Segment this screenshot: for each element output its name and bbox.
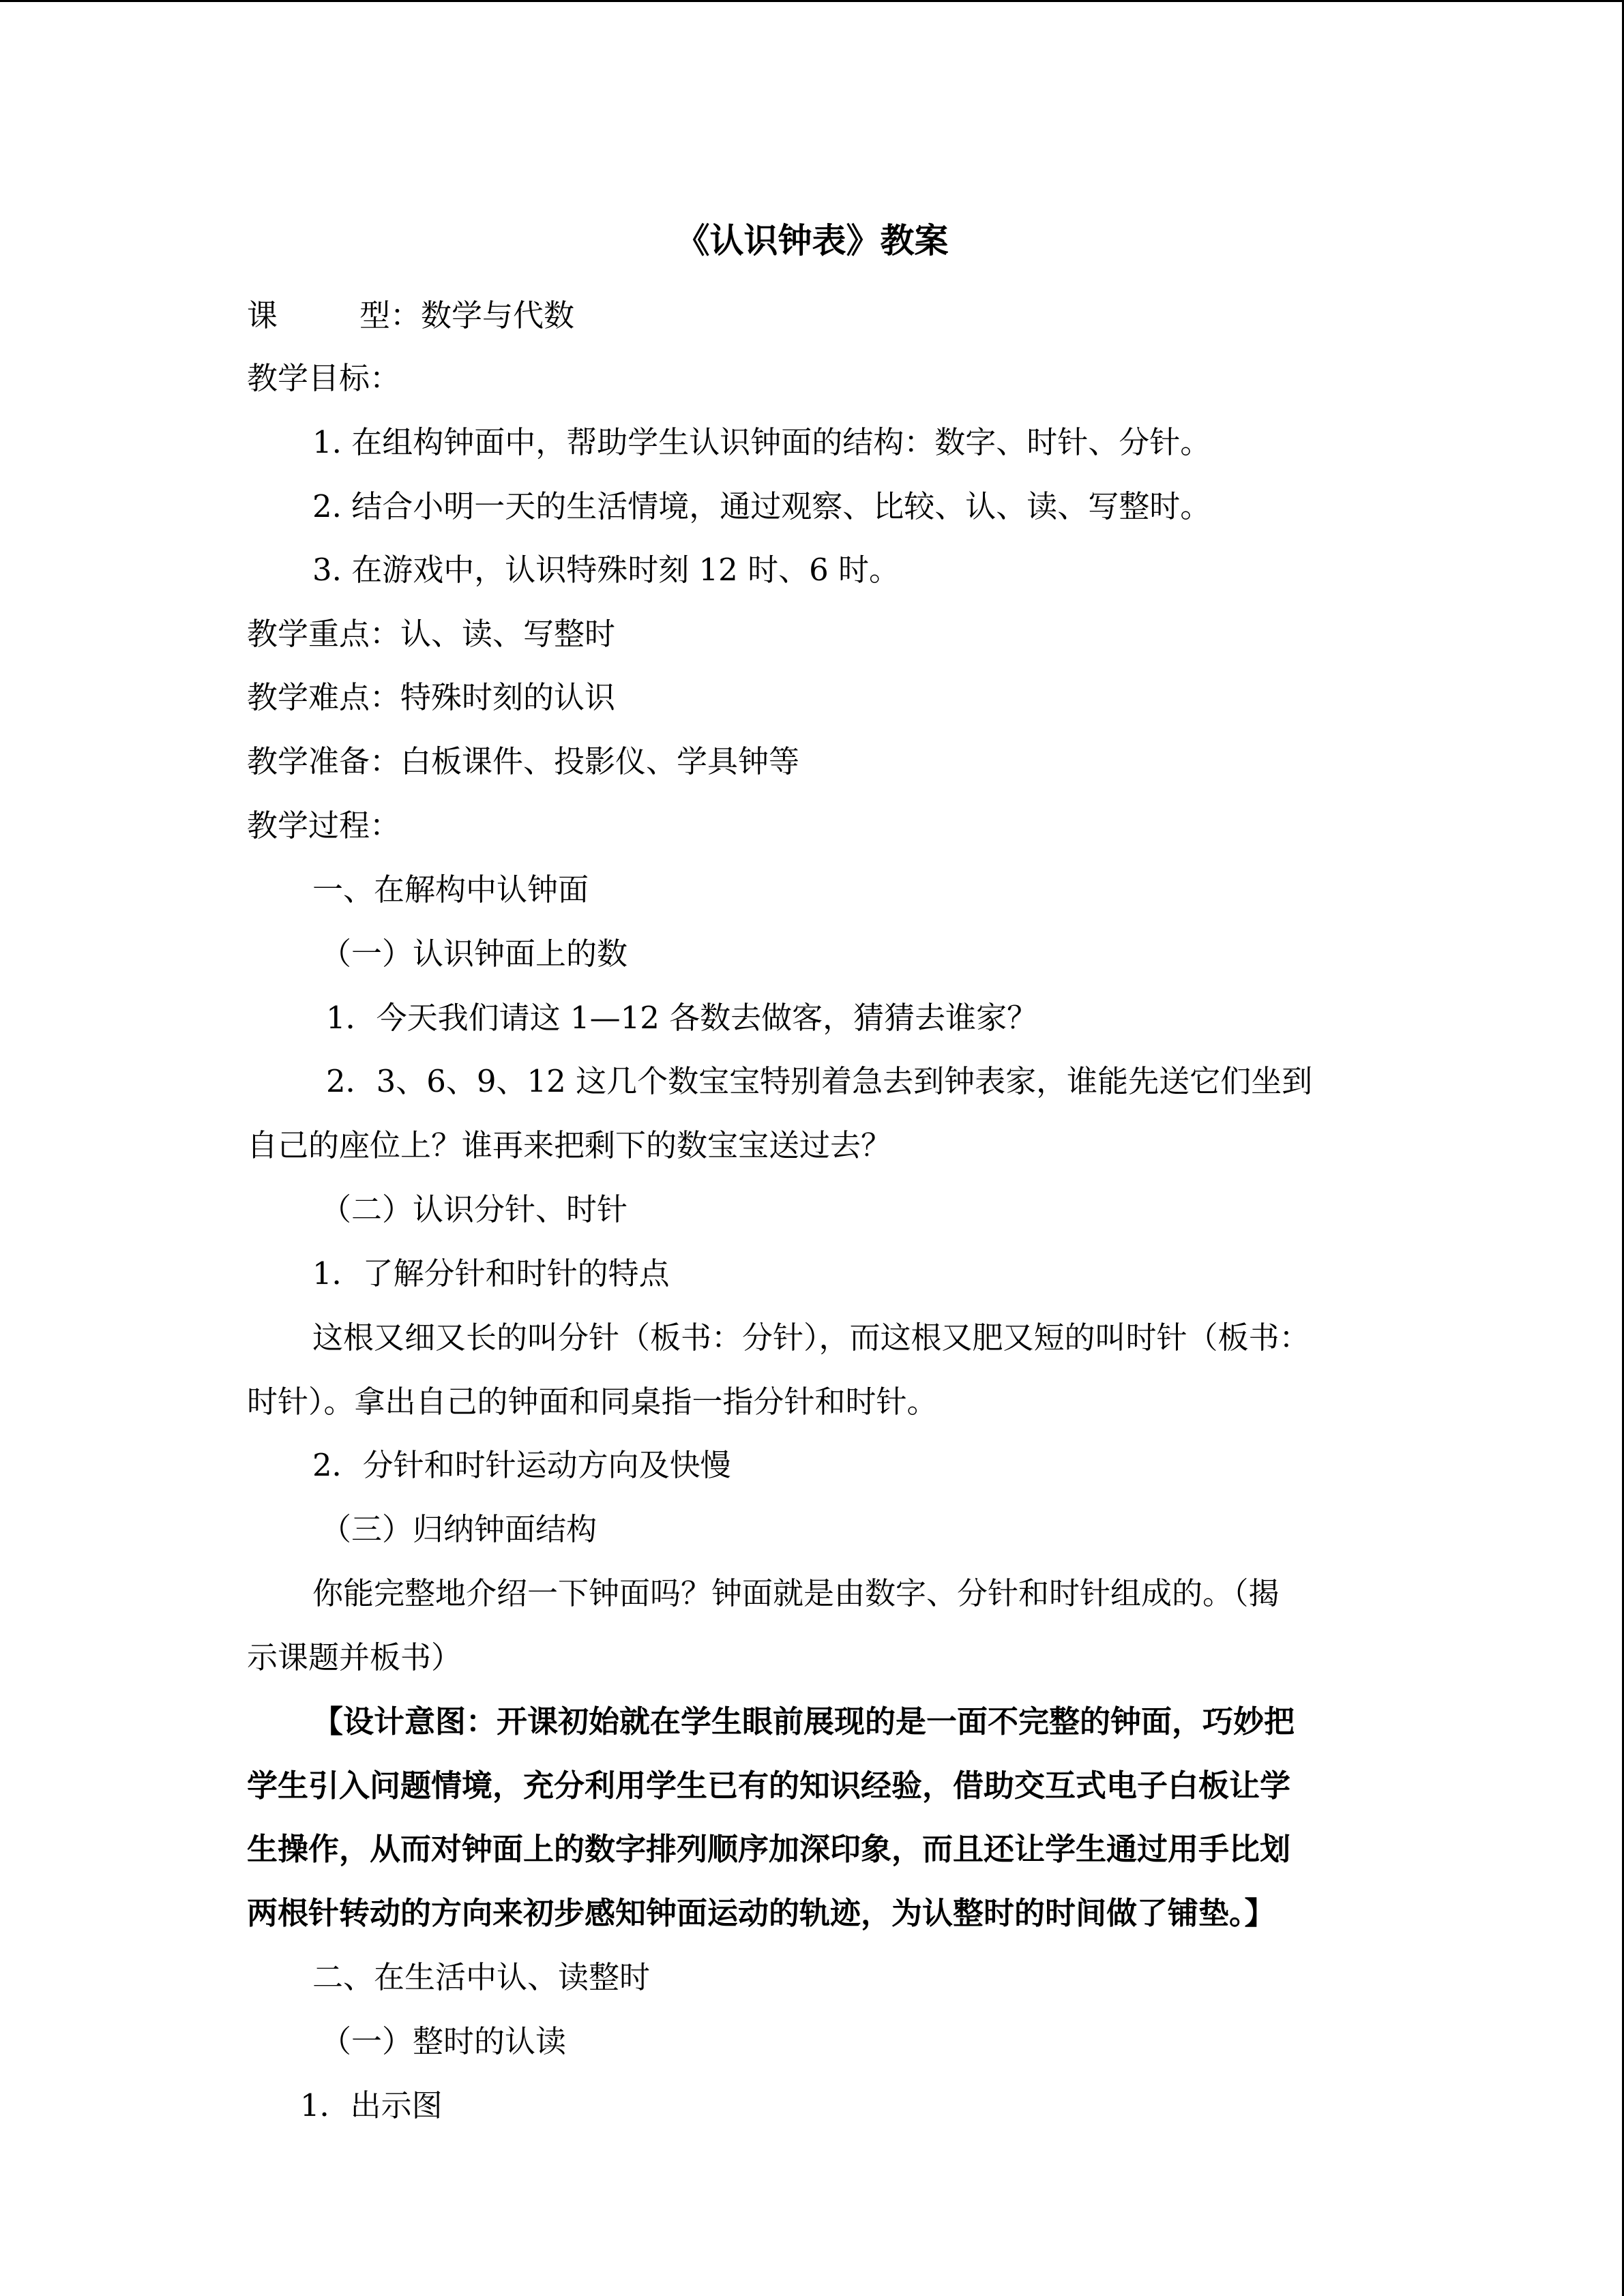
subsection-1-item-2-line-1: 2．3、6、9、12 这几个数宝宝特别着急去到钟表家，谁能先送它们坐到 — [326, 1063, 1313, 1099]
objective-item-3: 3. 在游戏中，认识特殊时刻 12 时、6 时。 — [312, 552, 900, 588]
process-label: 教学过程： — [247, 807, 401, 844]
subsection-1-item-1: 1．今天我们请这 1—12 各数去做客，猜猜去谁家？ — [326, 1000, 1038, 1036]
difficult-point: 教学难点：特殊时刻的认识 — [247, 679, 616, 715]
subsection-2-paragraph-line-1: 这根又细又长的叫分针（板书：分针），而这根又肥又短的叫时针（板书： — [312, 1320, 1310, 1356]
subsection-2-paragraph-line-2: 时针）。拿出自己的钟面和同桌指一指分针和时针。 — [247, 1384, 938, 1420]
subsection-1-title: （一）认识钟面上的数 — [321, 936, 628, 972]
objective-item-2: 2. 结合小明一天的生活情境，通过观察、比较、认、读、写整时。 — [312, 488, 1211, 524]
section-2-subsection-1-item-1: 1．出示图 — [300, 2087, 443, 2123]
design-intent-line-4: 两根针转动的方向来初步感知钟面运动的轨迹，为认整时的时间做了铺垫。】 — [247, 1895, 1275, 1931]
design-intent-line-2: 学生引入问题情境，充分利用学生已有的知识经验，借助交互式电子白板让学 — [247, 1768, 1291, 1804]
subsection-2-title: （二）认识分针、时针 — [321, 1191, 628, 1227]
subsection-2-item-1: 1．了解分针和时针的特点 — [312, 1255, 670, 1292]
section-1-title: 一、在解构中认钟面 — [312, 871, 589, 908]
course-type-line — [247, 295, 574, 336]
preparation: 教学准备：白板课件、投影仪、学具钟等 — [247, 743, 800, 779]
course-type-label-b: 型：数学与代数 — [359, 297, 575, 333]
subsection-2-item-2: 2．分针和时针运动方向及快慢 — [312, 1447, 731, 1483]
design-intent-line-1: 【设计意图：开课初始就在学生眼前展现的是一面不完整的钟面，巧妙把 — [312, 1703, 1295, 1740]
design-intent-line-3: 生操作，从而对钟面上的数字排列顺序加深印象，而且还让学生通过用手比划 — [247, 1831, 1291, 1867]
course-type-label-a: 课 — [247, 297, 278, 333]
subsection-1-item-2-line-2: 自己的座位上？谁再来把剩下的数宝宝送过去？ — [247, 1127, 892, 1163]
section-2-subsection-1-title: （一）整时的认读 — [321, 2023, 567, 2059]
objective-item-1: 1. 在组构钟面中，帮助学生认识钟面的结构：数字、时针、分针。 — [312, 424, 1211, 460]
subsection-3-title: （三）归纳钟面结构 — [321, 1511, 597, 1547]
subsection-3-paragraph-line-1: 你能完整地介绍一下钟面吗？钟面就是由数字、分针和时针组成的。（揭 — [312, 1575, 1280, 1611]
objectives-label: 教学目标： — [247, 360, 401, 396]
section-2-title: 二、在生活中认、读整时 — [312, 1959, 651, 1995]
key-point: 教学重点：认、读、写整时 — [247, 616, 616, 652]
subsection-3-paragraph-line-2: 示课题并板书） — [247, 1639, 462, 1675]
document-title: 《认识钟表》教案 — [675, 220, 949, 260]
